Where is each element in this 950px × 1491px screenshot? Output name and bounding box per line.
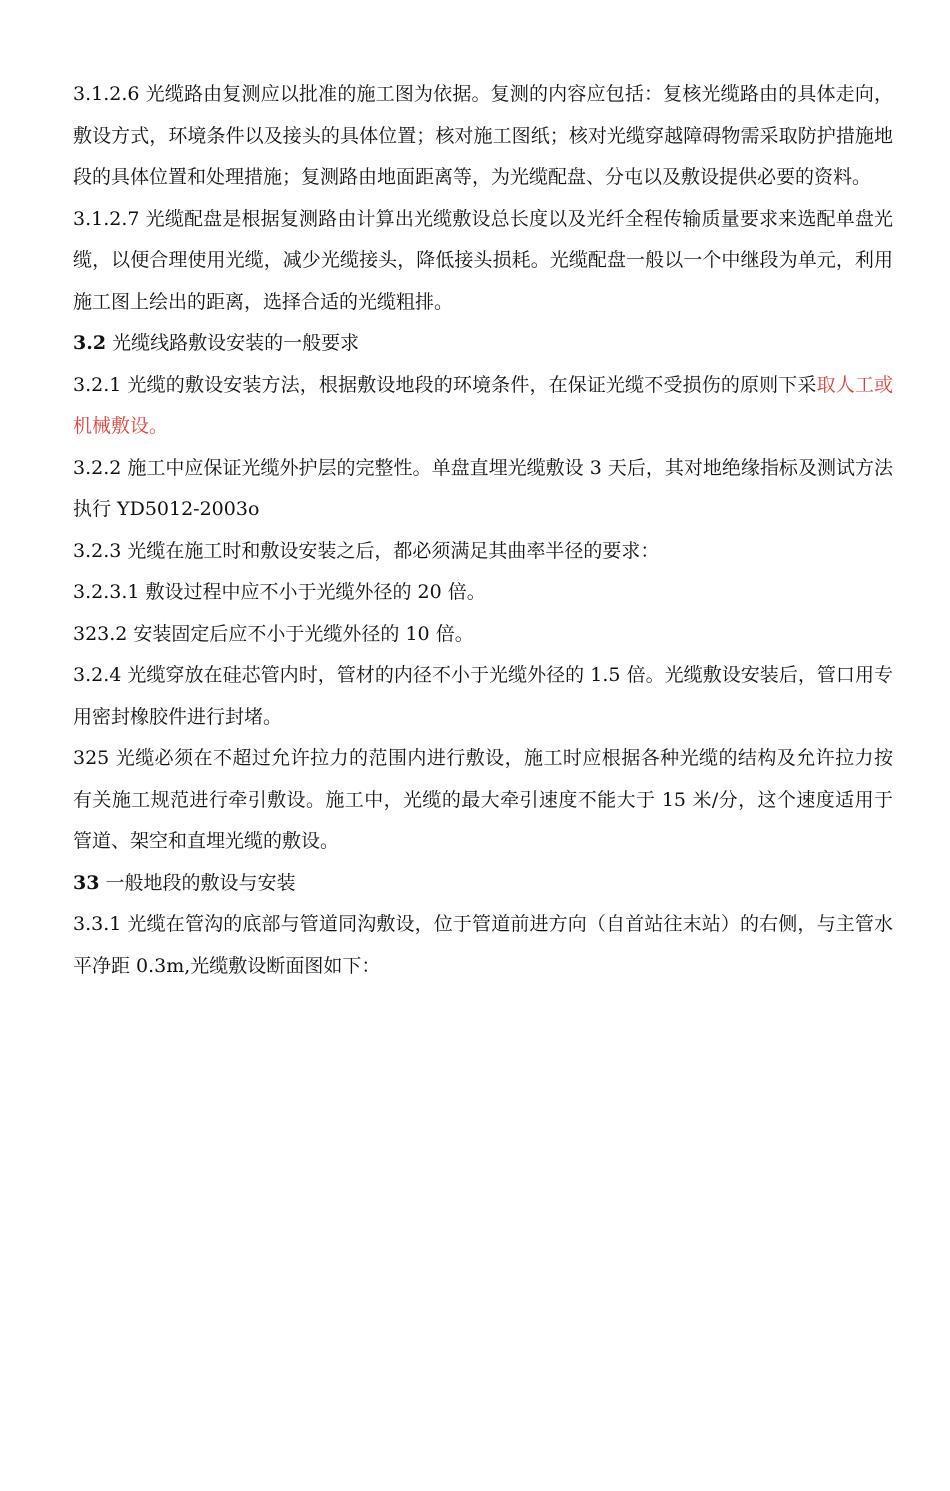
paragraph-3-2-3-2: 323.2 安装固定后应不小于光缆外径的 10 倍。 [73, 622, 474, 645]
paragraph-3-2-1 [73, 365, 893, 448]
paragraph-3-2-3: 3.2.3 光缆在施工时和敷设安装之后，都必须满足其曲率半径的要求： [73, 539, 660, 562]
document-page [73, 74, 893, 987]
section-number: 33 [73, 871, 100, 894]
section-title: 光缆线路敷设安装的一般要求 [106, 332, 360, 354]
section-number: 3.2 [73, 332, 107, 354]
paragraph-3-3-1: 3.3.1 光缆在管沟的底部与管道同沟敷设，位于管道前进方向（自首站往末站）的右侧，与主管水平净距 0.3m,光缆敷设断面图如下： [73, 913, 893, 977]
section-heading-3-3 [73, 863, 893, 905]
section-heading-3-2 [73, 323, 893, 365]
paragraph-3-2-5: 325 光缆必须在不超过允许拉力的范围内进行敷设，施工时应根据各种光缆的结构及允许拉力按有关施工规范进行牵引敷设。施工中，光缆的最大牵引速度不能大于 15 米/分，这个速度适用于管道、架空和直埋光缆的敷设。 [73, 747, 893, 852]
section-title: 一般地段的敷设与安装 [99, 871, 296, 894]
paragraph-3-1-2-7: 3.1.2.7 光缆配盘是根据复测路由计算出光缆敷设总长度以及光纤全程传输质量要求来选配单盘光缆，以便合理使用光缆，减少光缆接头，降低接头损耗。光缆配盘一般以一个中继段为单元，利用施工图上绘出的距离，选择合适的光缆粗排。 [73, 207, 893, 313]
paragraph-text: 3.2.1 光缆的敷设安装方法，根据敷设地段的环境条件，在保证光缆不受损伤的原则下采 [73, 373, 817, 396]
paragraph-3-2-3-1: 3.2.3.1 敷设过程中应不小于光缆外径的 20 倍。 [73, 581, 486, 603]
paragraph-3-2-4: 3.2.4 光缆穿放在硅芯管内时，管材的内径不小于光缆外径的 1.5 倍。光缆敷设安装后，管口用专用密封橡胶件进行封堵。 [73, 664, 893, 728]
highlighted-text: 取人工或机械敷设。 [73, 373, 893, 437]
paragraph-3-1-2-6: 3.1.2.6 光缆路由复测应以批准的施工图为依据。复测的内容应包括：复核光缆路由的具体走向，敷设方式，环境条件以及接头的具体位置；核对施工图纸；核对光缆穿越障碍物需采取防护措施地段的具体位置和处理措施；复测路由地面距离等，为光缆配盘、分屯以及敷设提供必要的资料。 [73, 83, 893, 188]
paragraph-3-2-2: 3.2.2 施工中应保证光缆外护层的完整性。单盘直埋光缆敷设 3 天后，其对地绝缘指标及测试方法执行 YD5012-2003o [73, 456, 893, 520]
